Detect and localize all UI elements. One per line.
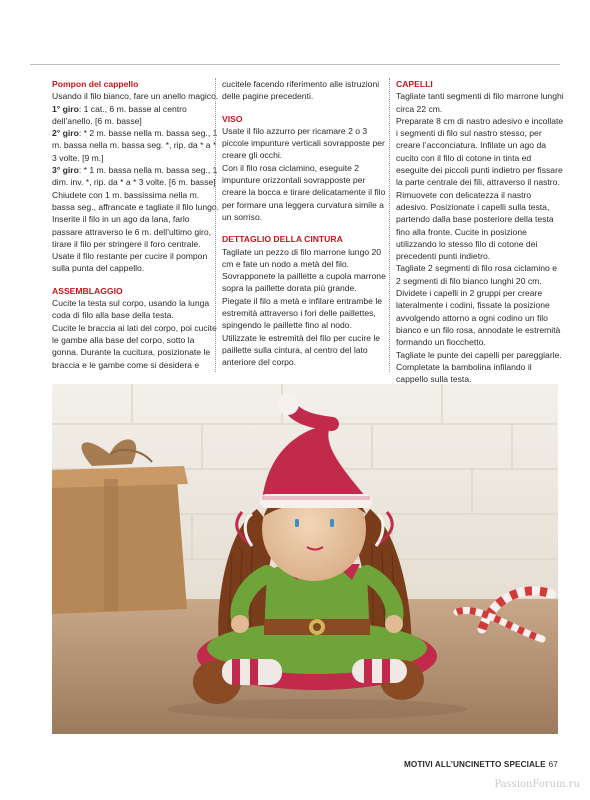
capelli-p1: Tagliate tanti segmenti di filo marrone lunghi circa 22 cm.	[396, 91, 564, 114]
assemblaggio-continuation: cucitele facendo riferimento alle istruzioni delle pagine precedenti.	[222, 79, 380, 102]
text-column-2	[222, 78, 389, 369]
cintura-p1: Tagliate un pezzo di filo marrone lungo 20 cm e fate un nodo a metà del filo. Sovrapponete la paillette a cupola marrone sopra la paillette dorata più grande.	[222, 246, 386, 294]
watermark: PassionForum.ru	[494, 779, 580, 790]
column-divider-2	[389, 78, 391, 372]
viso-p1: Usate il filo azzurro per ricamare 2 o 3 piccole impunture verticali sovrapposte per creare gli occhi.	[222, 125, 385, 161]
round-2-label: 2° giro	[52, 128, 79, 139]
pompon-round-2	[52, 127, 220, 164]
capelli-p2: Preparate 8 cm di nastro adesivo e incollate i segmenti di filo sul nastro stesso, per creare l’acconciatura. Infilate un ago da cucito con il filo di cotone in tinta ed eseguite dei piccoli punti indietro per fissare la parte centrale dei fili, attraverso il nastro. Rimuovete con delicatezza il nastro adesivo. Posizionate i capelli sulla testa, partendo dalla base posteriore della testa fino alla fronte. Cucite in posizione utilizzando lo stesso filo di cotone dei precedenti punti indietro.	[396, 115, 564, 262]
cintura-p2: Piegate il filo a metà e infilare entrambe le estremità attraverso i fori delle paillettes, spingendo le paillette fino al nodo.	[222, 295, 383, 331]
cintura-p3: Utilizzate le estremità del filo per cucire le paillette sulla cintura, al centro del lato anteriore del corpo.	[222, 332, 381, 368]
pompon-intro: Usando il filo bianco, fare un anello magico.	[52, 91, 219, 102]
heading-assemblaggio: ASSEMBLAGGIO	[52, 285, 123, 296]
column-divider-1	[215, 78, 217, 372]
text-column-1	[52, 78, 220, 371]
pompon-outro: Chiudete con 1 m. bassissima nella m. bassa seg., affrancate e tagliate il filo lungo. Inserite il filo in un ago da lana, farlo passare attraverso le 6 m. dell’ultimo giro, tirare il filo per stringere il foro centrale. Usate il filo restante per cucire il pompon sulla punta del cappello.	[52, 189, 220, 274]
assemblaggio-p2: Cucite le braccia ai lati del corpo, poi cucite le gambe alla base del corpo, sotto la gonna. Durante la cucitura, posizionate le braccia e le gambe come si desidera e	[52, 322, 217, 370]
page-footer	[404, 760, 558, 769]
heading-viso: VISO	[222, 113, 243, 124]
assemblaggio-p1: Cucite la testa sul corpo, usando la lunga coda di filo alla base della testa.	[52, 298, 210, 321]
round-2-text: : * 2 m. basse nella m. bassa seg., 1 m. bassa nella m. bassa seg. *, rip. da * a * 3 volte. [9 m.]	[52, 128, 218, 163]
doll-photo	[52, 384, 558, 734]
capelli-p4: Tagliate le punte dei capelli per pareggiarle. Completate la bambolina infilando il cappello sulla testa.	[396, 349, 562, 385]
heading-cintura: DETTAGLIO DELLA CINTURA	[222, 234, 343, 245]
pompon-round-3	[52, 164, 220, 189]
viso-p2: Con il filo rosa ciclamino, eseguite 2 impunture orizzontali sovrapposte per creare la bocca e tirare delicatamente il filo per formare una leggera curvatura simile a un sorriso.	[222, 162, 386, 222]
round-1-text: : 1 cat., 6 m. basse al centro dell’anello. [6 m. basse]	[52, 103, 187, 126]
round-3-label: 3° giro	[52, 165, 79, 176]
page-number: 67	[548, 760, 558, 769]
heading-pompon: Pompon del cappello	[52, 79, 139, 89]
capelli-p3: Tagliate 2 segmenti di filo rosa ciclamino e 2 segmenti di filo bianco lunghi 20 cm. Dividete i capelli in 2 gruppi per creare lateralmente i codini, fissate la posizione avvolgendo attorno a ogni codino un filo bianco e un filo rosa, annodate le estremità formando un fiocchetto.	[396, 263, 561, 348]
top-rule	[30, 64, 560, 65]
round-3-text: : * 1 m. bassa nella m. bassa seg., 1 dim. inv. *, rip. da * a * 3 volte. [6 m. basse]	[52, 165, 218, 188]
text-column-3	[396, 78, 564, 385]
pompon-round-1	[52, 103, 220, 128]
magazine-name: MOTIVI ALL’UNCINETTO SPECIALE	[404, 760, 546, 769]
round-1-label: 1° giro	[52, 103, 79, 114]
heading-capelli: CAPELLI	[396, 79, 433, 89]
